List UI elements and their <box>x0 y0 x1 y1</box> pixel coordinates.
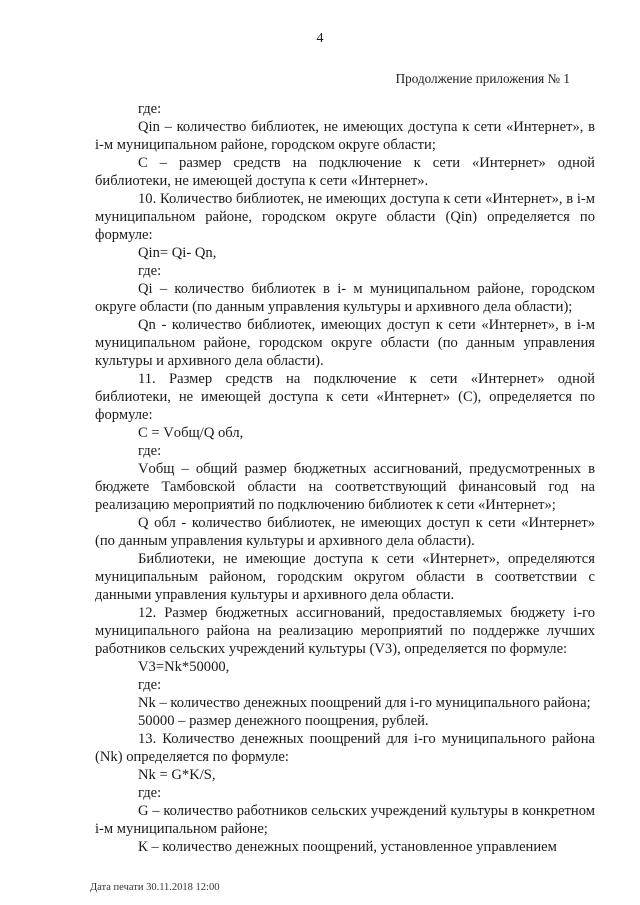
paragraph-qobl-definition: Q обл - количество библиотек, не имеющих доступ к сети «Интернет» (по данным управления культуры и архивного дела области). <box>95 515 595 549</box>
paragraph-qn-definition: Qn - количество библиотек, имеющих доступ к сети «Интернет», в i-м муниципальном районе, городском округе области (по данным управления культуры и архивного дела области). <box>95 317 595 369</box>
paragraph-qi-definition: Qi – количество библиотек в i- м муниципальном районе, городском округе области (по данным управления культуры и архивного дела области); <box>95 281 595 315</box>
paragraph-g-definition: G – количество работников сельских учреждений культуры в конкретном i-м муниципальном районе; <box>95 803 595 837</box>
document-body <box>95 100 595 856</box>
paragraph-nk-definition: Nk – количество денежных поощрений для i-го муниципального района; <box>138 695 591 711</box>
paragraph-item-13: 13. Количество денежных поощрений для i-го муниципального района (Nk) определяется по формуле: <box>95 731 595 765</box>
paragraph-where: где: <box>138 443 162 459</box>
paragraph-item-10: 10. Количество библиотек, не имеющих доступа к сети «Интернет», в i-м муниципальном районе, городском округе области (Qin) определяется по формуле: <box>95 191 595 243</box>
formula-c: С = Vобщ/Q обл, <box>138 425 244 441</box>
paragraph-item-11: 11. Размер средств на подключение к сети «Интернет» одной библиотеки, не имеющей доступа к сети «Интернет» (С), определяется по формуле: <box>95 371 595 423</box>
formula-v3: V3=Nk*50000, <box>138 659 230 675</box>
page-number: 4 <box>316 31 324 46</box>
paragraph-where: где: <box>138 101 162 117</box>
paragraph-where: где: <box>138 785 162 801</box>
paragraph-reward-amount: 50000 – размер денежного поощрения, рублей. <box>138 713 429 729</box>
paragraph-qin-definition: Qin – количество библиотек, не имеющих доступа к сети «Интернет», в i-м муниципальном районе, городском округе области; <box>95 119 595 153</box>
formula-nk: Nk = G*K/S, <box>138 767 216 783</box>
paragraph-vobshch-definition: Vобщ – общий размер бюджетных ассигнований, предусмотренных в бюджете Тамбовской области на соответствующий финансовый год на реализацию мероприятий по подключению библиотек к сети «Интернет»; <box>95 461 595 513</box>
print-date-footer: Дата печати 30.11.2018 12:00 <box>90 882 220 893</box>
paragraph-c-definition: С – размер средств на подключение к сети «Интернет» одной библиотеки, не имеющей доступа к сети «Интернет». <box>95 155 595 189</box>
formula-qin: Qin= Qi- Qn, <box>138 245 217 261</box>
paragraph-where: где: <box>138 677 162 693</box>
paragraph-libraries-note: Библиотеки, не имеющие доступа к сети «Интернет», определяются муниципальным районом, городским округом области в соответствии с данными управления культуры и архивного дела области. <box>95 551 595 603</box>
paragraph-item-12: 12. Размер бюджетных ассигнований, предоставляемых бюджету i-го муниципального района на реализацию мероприятий по поддержке лучших работников сельских учреждений культуры (V3), определяется по формуле: <box>95 605 595 657</box>
paragraph-where: где: <box>138 263 162 279</box>
appendix-continuation-label: Продолжение приложения № 1 <box>395 71 570 86</box>
paragraph-k-definition: К – количество денежных поощрений, установленное управлением <box>138 839 557 855</box>
